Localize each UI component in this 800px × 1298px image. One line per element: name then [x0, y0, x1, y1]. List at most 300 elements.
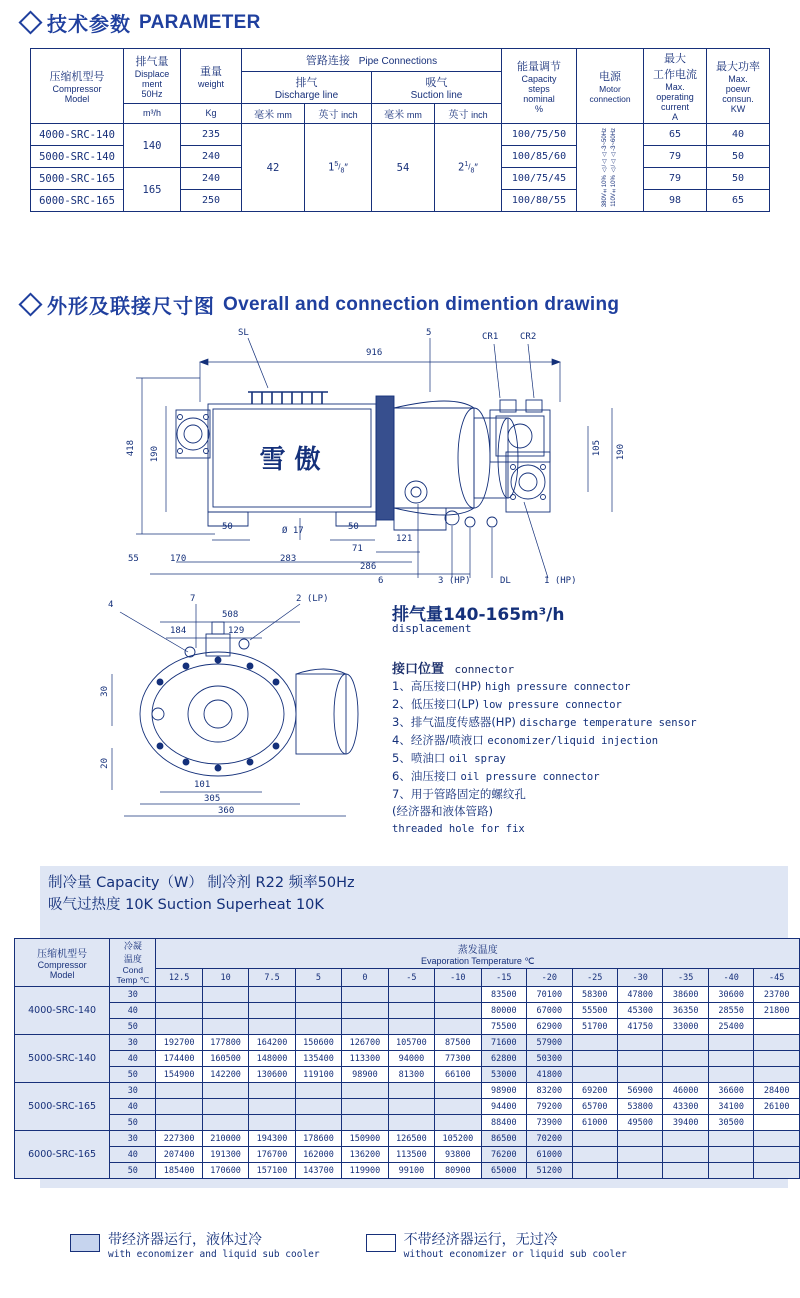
header-suction-mm: 毫米 mm [372, 103, 435, 123]
label-2-lp: 2 (LP) [296, 594, 329, 604]
list-item [392, 696, 697, 714]
cap-col-header: -30 [617, 969, 662, 987]
cap-cell: 135400 [295, 1051, 341, 1067]
cap-model: 6000-SRC-165 [15, 1131, 110, 1179]
cap-cell: 21800 [754, 1003, 800, 1019]
cap-cell: 51200 [527, 1163, 572, 1179]
cap-cell: 65000 [481, 1163, 526, 1179]
cap-cell: 80900 [435, 1163, 481, 1179]
cap-cell: 66100 [435, 1067, 481, 1083]
cap-col-header: -5 [388, 969, 434, 987]
cap-cell: 178600 [295, 1131, 341, 1147]
cap-cell [342, 1019, 388, 1035]
cap-cell: 83200 [527, 1083, 572, 1099]
cap-cell: 160500 [202, 1051, 248, 1067]
cell-discharge-mm: 42 [242, 124, 305, 212]
cap-cell: 162000 [295, 1147, 341, 1163]
cap-cond: 30 [110, 1083, 156, 1099]
displacement-subtitle: displacement [392, 622, 472, 635]
cap-cell: 41800 [527, 1067, 572, 1083]
discharge-inch-numerator: 5 [334, 160, 339, 168]
cap-cell [663, 1163, 708, 1179]
cell-model: 5000-SRC-140 [31, 146, 124, 168]
header-discharge-mm: 毫米 mm [242, 103, 305, 123]
suction-inch-denominator: 8 [470, 167, 475, 175]
list-item [392, 678, 697, 696]
section-heading-parameter [22, 8, 261, 37]
cap-cell [435, 1083, 481, 1099]
cap-col-header: 7.5 [249, 969, 295, 987]
cap-cond: 50 [110, 1019, 156, 1035]
capacity-title-line1: 制冷量 Capacity（W） 制冷剂 R22 频率50Hz [48, 875, 355, 891]
cap-cell [295, 987, 341, 1003]
cap-cond: 30 [110, 1131, 156, 1147]
cap-cell [388, 1003, 434, 1019]
cap-cell [754, 1067, 800, 1083]
cell-current: 98 [644, 190, 707, 212]
label-4: 4 [108, 600, 114, 610]
cap-cell: 61000 [527, 1147, 572, 1163]
cap-cell: 55500 [572, 1003, 617, 1019]
cap-cell [708, 1131, 753, 1147]
label-105: 105 [592, 440, 602, 457]
cap-col-header: 10 [202, 969, 248, 987]
item-cn: 5、喷油口 [392, 751, 446, 765]
cap-cell: 130600 [249, 1067, 295, 1083]
cap-cell: 56900 [617, 1083, 662, 1099]
label-1-hp: 1 (HP) [544, 576, 577, 586]
dimension-drawing [0, 322, 800, 842]
cap-cond: 40 [110, 1003, 156, 1019]
label-5: 5 [426, 328, 432, 338]
item-en: economizer/liquid injection [487, 735, 659, 747]
cap-cell: 126700 [342, 1035, 388, 1051]
item-cn: 6、油压接口 [392, 769, 457, 783]
cap-cell: 28400 [754, 1083, 800, 1099]
cap-cell: 105200 [435, 1131, 481, 1147]
cap-cell [663, 1035, 708, 1051]
cap-cell [249, 1115, 295, 1131]
label-184: 184 [170, 626, 187, 636]
cap-cell [249, 1019, 295, 1035]
label-3-hp: 3 (HP) [438, 576, 471, 586]
cap-cell: 126500 [388, 1131, 434, 1147]
cap-cell [295, 1019, 341, 1035]
label-7: 7 [190, 594, 196, 604]
label-sl: SL [238, 328, 249, 338]
section-title-cn: 外形及联接尺寸图 [47, 296, 215, 318]
legend-en: with economizer and liquid sub cooler [108, 1249, 320, 1260]
cap-cell: 170600 [202, 1163, 248, 1179]
cap-cell: 45300 [617, 1003, 662, 1019]
cap-cell [156, 1099, 202, 1115]
cell-weight: 250 [181, 190, 242, 212]
cap-cell [342, 987, 388, 1003]
table-row [15, 1051, 800, 1067]
cap-col-header: -10 [435, 969, 481, 987]
cap-cell: 176700 [249, 1147, 295, 1163]
header-displacement-unit: m³/h [124, 103, 181, 123]
cap-cond: 40 [110, 1099, 156, 1115]
header-max-power: 最大功率 Max. poewr consun. KW [707, 49, 770, 124]
list-item [392, 714, 697, 732]
cap-cell [617, 1163, 662, 1179]
cap-cell [435, 987, 481, 1003]
cap-cond: 50 [110, 1115, 156, 1131]
cap-cell: 150600 [295, 1035, 341, 1051]
cap-cell [435, 1115, 481, 1131]
label-129: 129 [228, 626, 245, 636]
table-row [15, 1083, 800, 1099]
cap-cell: 192700 [156, 1035, 202, 1051]
item-en: low pressure connector [482, 699, 622, 711]
cap-header-model: 压缩机型号 Compressor Model [15, 939, 110, 987]
legend-en: without economizer or liquid sub cooler [403, 1249, 627, 1260]
cap-cell [202, 1083, 248, 1099]
cap-cell [202, 1019, 248, 1035]
cap-cond: 30 [110, 1035, 156, 1051]
cap-cell: 119100 [295, 1067, 341, 1083]
cap-cell: 58300 [572, 987, 617, 1003]
cap-cell [295, 1003, 341, 1019]
table-row [31, 124, 770, 146]
list-item [392, 803, 697, 820]
cell-current: 79 [644, 168, 707, 190]
cap-cell: 26100 [754, 1099, 800, 1115]
displacement-title: 排气量140-165m³/h [392, 605, 565, 625]
label-dl: DL [500, 576, 511, 586]
cap-cell: 62800 [481, 1051, 526, 1067]
cell-current: 79 [644, 146, 707, 168]
cap-cell [708, 1163, 753, 1179]
cap-cell: 177800 [202, 1035, 248, 1051]
label-dia17: Ø 17 [282, 526, 304, 536]
cap-cell: 75500 [481, 1019, 526, 1035]
parameter-table [30, 48, 770, 212]
cap-cell [249, 987, 295, 1003]
cap-cell: 70100 [527, 987, 572, 1003]
section-heading-dimension [22, 290, 619, 319]
cap-cell: 81300 [388, 1067, 434, 1083]
label-20: 20 [100, 758, 110, 769]
cap-cell [342, 1099, 388, 1115]
diamond-icon [18, 292, 42, 316]
cap-cell [572, 1147, 617, 1163]
discharge-inch-denominator: 8 [340, 167, 345, 175]
item-en: threaded hole for fix [392, 823, 525, 835]
cap-cell: 71600 [481, 1035, 526, 1051]
cap-col-header: 0 [342, 969, 388, 987]
cap-cell: 41750 [617, 1019, 662, 1035]
label-101: 101 [194, 780, 211, 790]
cell-suction-mm: 54 [372, 124, 435, 212]
cell-capacity: 100/75/50 [502, 124, 577, 146]
cap-header-cond: 冷凝 温度 Cond Temp ℃ [110, 939, 156, 987]
label-305: 305 [204, 794, 221, 804]
cap-col-header: 12.5 [156, 969, 202, 987]
header-displacement: 排气量 Displace ment 50Hz [124, 49, 181, 104]
cap-cell: 33000 [663, 1019, 708, 1035]
cap-cell [249, 1099, 295, 1115]
cap-cell: 28550 [708, 1003, 753, 1019]
item-cn: 4、经济器/喷液口 [392, 733, 484, 747]
item-en: discharge temperature sensor [519, 717, 697, 729]
label-286: 286 [360, 562, 377, 572]
diamond-icon [18, 10, 42, 34]
capacity-heading [48, 872, 355, 916]
cell-capacity: 100/80/55 [502, 190, 577, 212]
cap-cell [202, 1003, 248, 1019]
label-50-right: 50 [348, 522, 359, 532]
cap-cell: 113500 [388, 1147, 434, 1163]
cap-cell [663, 1051, 708, 1067]
motor-line-2: 110V±10% △/△△-3~60Hz [610, 128, 617, 207]
cap-cell [388, 1115, 434, 1131]
cap-col-header: -20 [527, 969, 572, 987]
cap-cell [435, 1003, 481, 1019]
cap-model: 5000-SRC-140 [15, 1035, 110, 1083]
cap-cell: 83500 [481, 987, 526, 1003]
cell-model: 5000-SRC-165 [31, 168, 124, 190]
cap-cell: 70200 [527, 1131, 572, 1147]
cell-power: 50 [707, 168, 770, 190]
cap-cell [617, 1035, 662, 1051]
cap-cell [708, 1067, 753, 1083]
section-title-cn: 技术参数 [47, 14, 131, 36]
cap-cell: 105700 [388, 1035, 434, 1051]
header-motor-connection: 电源 Motor connection [577, 49, 644, 124]
label-508: 508 [222, 610, 239, 620]
legend-text [404, 1232, 627, 1260]
label-cr1: CR1 [482, 332, 499, 342]
item-cn: 3、排气温度传感器(HP) [392, 715, 516, 729]
cap-cell: 65700 [572, 1099, 617, 1115]
cap-cell [754, 1051, 800, 1067]
table-row [15, 1035, 800, 1051]
cap-col-header: -15 [481, 969, 526, 987]
header-discharge-inch: 英寸 inch [305, 103, 372, 123]
cap-cell: 119900 [342, 1163, 388, 1179]
cap-cell: 93800 [435, 1147, 481, 1163]
cap-cell [388, 1083, 434, 1099]
cell-power: 65 [707, 190, 770, 212]
cap-cell: 191300 [202, 1147, 248, 1163]
cap-model: 5000-SRC-165 [15, 1083, 110, 1131]
label-121: 71 [352, 544, 363, 554]
cap-cell: 227300 [156, 1131, 202, 1147]
section-title-en: PARAMETER [139, 11, 261, 33]
item-cn: 1、高压接口(HP) [392, 679, 482, 693]
cap-cond: 50 [110, 1067, 156, 1083]
list-item [392, 786, 697, 803]
list-item [392, 820, 697, 838]
cap-cell: 51700 [572, 1019, 617, 1035]
list-item [392, 768, 697, 786]
cap-cell: 53000 [481, 1067, 526, 1083]
cap-cell: 30500 [708, 1115, 753, 1131]
cap-cell: 67000 [527, 1003, 572, 1019]
header-suction-line: 吸气 Suction line [372, 72, 502, 103]
label-6: 6 [378, 576, 384, 586]
table-header-row-1 [31, 49, 770, 72]
section-title-en: Overall and connection dimention drawing [223, 293, 620, 315]
header-suction-inch: 英寸 inch [435, 103, 502, 123]
cap-cell [202, 987, 248, 1003]
cap-cell [617, 1051, 662, 1067]
label-cr2: CR2 [520, 332, 537, 342]
cap-cell [617, 1147, 662, 1163]
cap-cell [754, 1019, 800, 1035]
cap-cell: 157100 [249, 1163, 295, 1179]
item-cn: (经济器和液体管路) [392, 804, 493, 818]
cap-cell [708, 1051, 753, 1067]
label-170: 170 [170, 554, 187, 564]
cap-cell [572, 1051, 617, 1067]
item-en: oil pressure connector [460, 771, 600, 783]
item-cn: 7、用于管路固定的螺纹孔 [392, 787, 526, 801]
cap-cond: 30 [110, 987, 156, 1003]
cap-col-header: -25 [572, 969, 617, 987]
cap-cell [156, 1083, 202, 1099]
cap-cell [156, 1019, 202, 1035]
motor-line-1: 380V±10% △/△△-3~50Hz [602, 127, 608, 208]
cap-cell [202, 1115, 248, 1131]
cap-cell: 46000 [663, 1083, 708, 1099]
legend-cn: 不带经济器运行，无过冷 [403, 1232, 558, 1248]
cap-cell [342, 1083, 388, 1099]
label-55: 55 [128, 554, 139, 564]
cap-cell [435, 1099, 481, 1115]
cell-motor-connection [577, 124, 644, 212]
cap-cell: 50300 [527, 1051, 572, 1067]
legend-cn: 带经济器运行，液体过冷 [108, 1232, 262, 1248]
cap-cell: 76200 [481, 1147, 526, 1163]
header-discharge-line: 排气 Discharge line [242, 72, 372, 103]
cap-cond: 40 [110, 1147, 156, 1163]
legend [70, 1232, 627, 1260]
cap-cell [754, 1147, 800, 1163]
label-418: 418 [126, 440, 136, 457]
header-model: 压缩机型号 Compressor Model [31, 49, 124, 124]
cap-cell [754, 1115, 800, 1131]
cap-cell [617, 1131, 662, 1147]
cap-cell [295, 1099, 341, 1115]
cap-cell [295, 1083, 341, 1099]
cap-header-row-1 [15, 939, 800, 969]
cap-cell [572, 1035, 617, 1051]
cap-cell: 23700 [754, 987, 800, 1003]
cap-cell: 43300 [663, 1099, 708, 1115]
cap-cond: 50 [110, 1163, 156, 1179]
table-row [15, 1147, 800, 1163]
table-row [15, 1131, 800, 1147]
cell-power: 40 [707, 124, 770, 146]
cap-cell: 34100 [708, 1099, 753, 1115]
cap-cell: 61000 [572, 1115, 617, 1131]
header-weight-unit: Kg [181, 103, 242, 123]
connector-heading [392, 658, 514, 677]
cap-cell: 86500 [481, 1131, 526, 1147]
cap-cell [388, 987, 434, 1003]
cap-cell [156, 987, 202, 1003]
cap-cell: 88400 [481, 1115, 526, 1131]
connector-heading-en: connector [454, 663, 515, 676]
table-row [15, 1067, 800, 1083]
cap-cell [754, 1131, 800, 1147]
cap-cell [342, 1115, 388, 1131]
cap-cell: 87500 [435, 1035, 481, 1051]
cell-power: 50 [707, 146, 770, 168]
cap-cell: 94000 [388, 1051, 434, 1067]
cap-cell [249, 1083, 295, 1099]
header-max-current: 最大 工作电流 Max. operating current A [644, 49, 707, 124]
cap-cell: 36600 [708, 1083, 753, 1099]
legend-item-without-economizer [366, 1232, 627, 1260]
cell-displacement-165: 165 [124, 168, 181, 212]
item-cn: 2、低压接口(LP) [392, 697, 480, 711]
label-360: 360 [218, 806, 235, 816]
table-row [15, 1019, 800, 1035]
cap-cell: 69200 [572, 1083, 617, 1099]
cap-cell [708, 1147, 753, 1163]
cap-cond: 40 [110, 1051, 156, 1067]
cap-cell [663, 1131, 708, 1147]
cap-cell [663, 1067, 708, 1083]
cap-cell: 154900 [156, 1067, 202, 1083]
connector-heading-cn: 接口位置 [392, 662, 445, 677]
label-283: 283 [280, 554, 297, 564]
brand-logo: 雪 傲 [259, 445, 321, 475]
cell-capacity: 100/85/60 [502, 146, 577, 168]
cap-cell: 38600 [663, 987, 708, 1003]
header-pipe-connections: 管路连接 Pipe Connections [242, 49, 502, 72]
cap-cell: 136200 [342, 1147, 388, 1163]
item-en: high pressure connector [485, 681, 631, 693]
list-item [392, 732, 697, 750]
cell-model: 6000-SRC-165 [31, 190, 124, 212]
cap-cell [202, 1099, 248, 1115]
cap-cell: 113300 [342, 1051, 388, 1067]
cell-displacement-140: 140 [124, 124, 181, 168]
cap-cell: 98900 [481, 1083, 526, 1099]
legend-swatch-white [366, 1234, 396, 1252]
cap-cell [754, 1163, 800, 1179]
cap-cell: 98900 [342, 1067, 388, 1083]
label-916: 916 [366, 348, 383, 358]
cap-cell: 207400 [156, 1147, 202, 1163]
cap-cell [156, 1003, 202, 1019]
cell-suction-inch: $2^1/_8''$ [435, 124, 502, 212]
cap-cell: 79200 [527, 1099, 572, 1115]
list-item [392, 750, 697, 768]
header-capacity-steps: 能量调节 Capacity steps nominal % [502, 49, 577, 124]
cap-cell: 62900 [527, 1019, 572, 1035]
cap-cell: 49500 [617, 1115, 662, 1131]
cap-cell [572, 1131, 617, 1147]
item-en: oil spray [448, 753, 506, 765]
cap-cell [342, 1003, 388, 1019]
cap-cell: 210000 [202, 1131, 248, 1147]
cap-cell: 185400 [156, 1163, 202, 1179]
cap-cell [388, 1019, 434, 1035]
cap-cell [295, 1115, 341, 1131]
capacity-table [14, 938, 800, 1179]
label-190-right: 190 [616, 444, 626, 461]
cap-cell: 57900 [527, 1035, 572, 1051]
cap-cell [249, 1003, 295, 1019]
cap-cell: 53800 [617, 1099, 662, 1115]
cap-cell [435, 1019, 481, 1035]
